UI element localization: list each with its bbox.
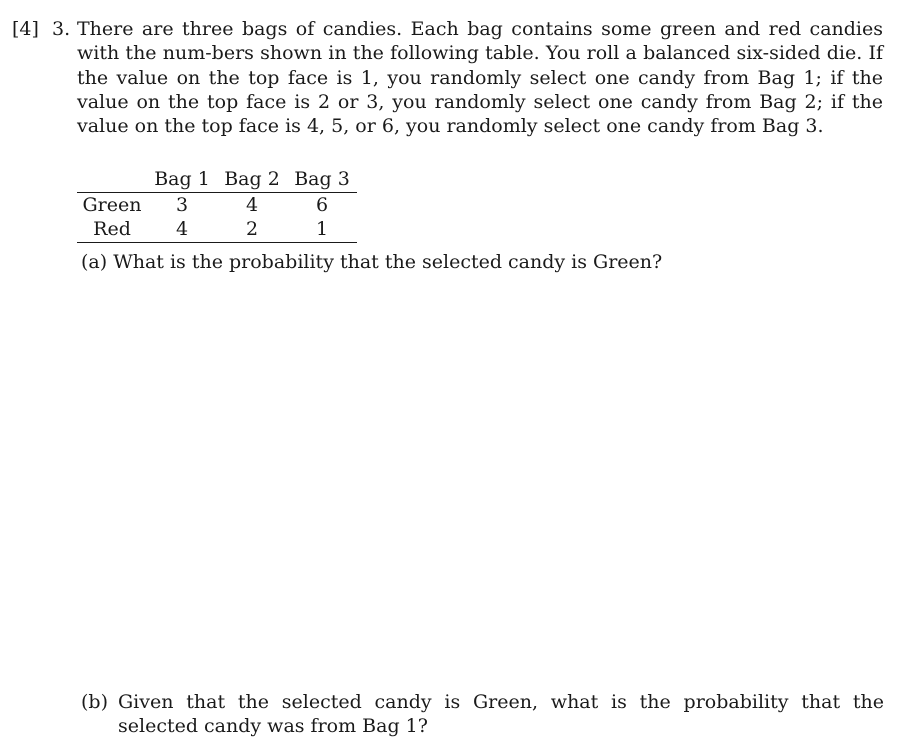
table-row bbox=[77, 217, 357, 243]
table-header-cell: Bag 3 bbox=[287, 167, 357, 193]
table-header-cell bbox=[77, 167, 147, 193]
row-label: Red bbox=[77, 217, 147, 243]
table-header-cell: Bag 2 bbox=[217, 167, 287, 193]
row-label: Green bbox=[82, 194, 142, 216]
part-a bbox=[81, 250, 662, 274]
table-cell: 2 bbox=[217, 217, 287, 243]
marks-label: [4] bbox=[12, 18, 39, 40]
part-a-text: What is the probability that the selected candy is Green? bbox=[113, 251, 663, 273]
part-a-label: (a) bbox=[81, 251, 108, 273]
table-header-row bbox=[77, 167, 357, 193]
part-b-label: (b) bbox=[81, 691, 108, 713]
table-cell: 1 bbox=[287, 217, 357, 243]
question-intro: There are three bags of candies. Each bag contains some green and red candies with the num-bers shown in the following table. You roll a balanced six-sided die. If the value on the top face is 1, you randomly select one candy from Bag 1; if the value on the top face is 2 or 3, you randomly select one candy from Bag 2; if the value on the top face is 4, 5, or 6, you randomly select one candy from Bag 3. bbox=[77, 18, 883, 138]
question-number: 3. bbox=[52, 18, 71, 40]
table-row bbox=[77, 193, 357, 218]
table-cell: 3 bbox=[175, 194, 189, 216]
table-header-cell: Bag 1 bbox=[147, 167, 217, 193]
table-cell: 4 bbox=[245, 194, 259, 216]
part-b bbox=[81, 690, 884, 738]
candy-table bbox=[77, 167, 357, 243]
part-b-text: Given that the selected candy is Green, what is the probability that the selected candy was from Bag 1? bbox=[118, 691, 884, 737]
table-cell: 6 bbox=[315, 194, 329, 216]
table-cell: 4 bbox=[147, 217, 217, 243]
